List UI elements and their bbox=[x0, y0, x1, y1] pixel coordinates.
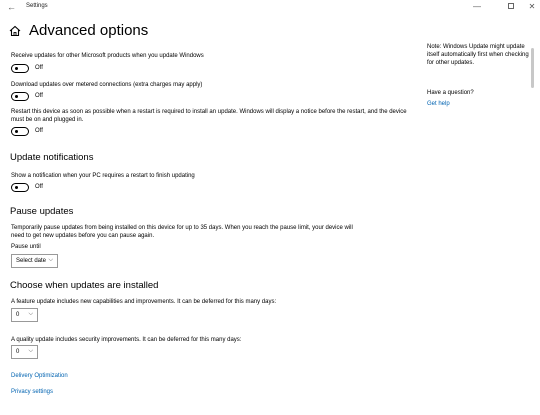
dropdown-value: 0 bbox=[16, 349, 20, 355]
toggle-switch[interactable] bbox=[11, 64, 29, 73]
toggle-state-label: Off bbox=[35, 93, 43, 99]
get-help-link[interactable]: Get help bbox=[427, 101, 450, 107]
toggle-state-label: Off bbox=[35, 65, 43, 71]
toggle-knob bbox=[15, 95, 19, 99]
heading-pause-updates: Pause updates bbox=[10, 206, 74, 217]
chevron-down-icon: ⌵ bbox=[28, 348, 33, 354]
option-label-other-products: Receive updates for other Microsoft products when you update Windows bbox=[11, 53, 204, 59]
toggle-knob bbox=[15, 186, 19, 190]
toggle-knob bbox=[15, 67, 19, 71]
feature-update-label: A feature update includes new capabilities and improvements. It can be deferred for this many days: bbox=[11, 299, 277, 305]
side-note: Note: Windows Update might update itself automatically first when checking for other updates. bbox=[427, 44, 529, 66]
quality-defer-dropdown[interactable] bbox=[11, 345, 38, 359]
delivery-optimization-link[interactable]: Delivery Optimization bbox=[11, 373, 68, 379]
maximize-icon bbox=[508, 3, 514, 9]
toggle-switch[interactable] bbox=[11, 92, 29, 101]
heading-defer-updates: Choose when updates are installed bbox=[10, 280, 159, 291]
toggle-switch[interactable] bbox=[11, 183, 29, 192]
close-button[interactable]: ✕ bbox=[528, 2, 536, 11]
option-label-restart: Restart this device as soon as possible when a restart is required to install an update. Windows will display a notice before the restart, and the device must be on and plugged in. bbox=[11, 109, 407, 123]
heading-update-notifications: Update notifications bbox=[10, 152, 94, 163]
pause-until-label: Pause until bbox=[11, 244, 41, 250]
toggle-state-label: Off bbox=[35, 184, 43, 190]
chevron-down-icon: ⌵ bbox=[28, 311, 33, 317]
home-icon[interactable] bbox=[9, 25, 21, 37]
option-label-restart-notification: Show a notification when your PC requires a restart to finish updating bbox=[11, 173, 195, 179]
toggle-state-label: Off bbox=[35, 128, 43, 134]
minimize-button[interactable]: — bbox=[473, 2, 481, 11]
side-question: Have a question? bbox=[427, 90, 474, 96]
pause-until-dropdown[interactable] bbox=[11, 254, 58, 268]
title-bar bbox=[0, 0, 540, 15]
maximize-button[interactable] bbox=[506, 2, 516, 12]
privacy-settings-link[interactable]: Privacy settings bbox=[11, 389, 54, 395]
pause-updates-description: Temporarily pause updates from being installed on this device for up to 35 days. When you reach the pause limit, your device will need to get new updates before you can pause again. bbox=[11, 225, 353, 239]
chevron-down-icon: ⌵ bbox=[48, 257, 53, 263]
toggle-knob bbox=[15, 130, 19, 134]
feature-defer-dropdown[interactable] bbox=[11, 308, 38, 322]
option-label-metered: Download updates over metered connections (extra charges may apply) bbox=[11, 82, 203, 88]
toggle-switch[interactable] bbox=[11, 127, 29, 136]
window-title: Settings bbox=[26, 3, 48, 9]
back-arrow-icon[interactable]: ← bbox=[7, 2, 16, 12]
page-title: Advanced options bbox=[29, 22, 149, 39]
quality-update-label: A quality update includes security improvements. It can be deferred for this many days: bbox=[11, 337, 242, 343]
dropdown-value: 0 bbox=[16, 312, 20, 318]
dropdown-value: Select date bbox=[16, 258, 47, 264]
